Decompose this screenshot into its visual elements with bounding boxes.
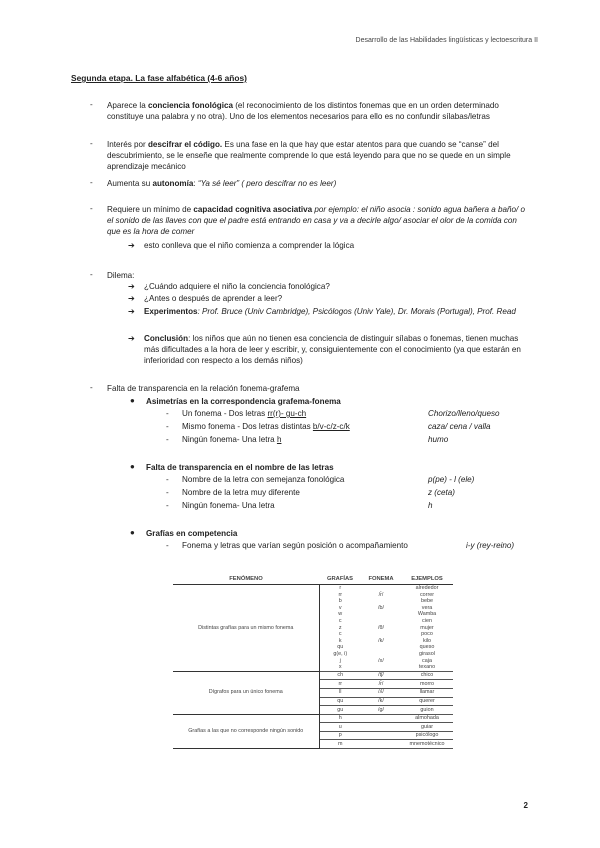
dash-bullet: - (166, 422, 169, 431)
table-cell-grafia: c (338, 631, 342, 638)
dash-bullet: - (90, 100, 93, 109)
table-header-row (173, 575, 453, 585)
arrow-icon: ➔ (128, 334, 135, 343)
table-cell-grafia: p (319, 731, 361, 740)
section-heading-nombre-letras: Falta de transparencia en el nombre de las letras (146, 463, 334, 472)
text: : los niños que aún no tienen esa conciencia de distinguir sílabas o fonemas, tienen muchas más dificultades a la hora de leer y escribir, y, consiguientemente con el conocimiento (ya que estarán en inferioridad con respecto a los demás niños) (144, 334, 521, 365)
table-cell-grafia: ch (319, 671, 361, 680)
table-cell-ejemplo: psicólogo (401, 731, 453, 740)
th-fenomeno: FENÓMENO (173, 575, 319, 585)
table-cell-fonema (361, 651, 401, 658)
example: Chorizo/lleno/queso (428, 409, 500, 418)
table-cell-ejemplo: vera (421, 604, 433, 611)
table-cell-grafia: z (338, 624, 342, 631)
letters: rr(r)- gu-ch (267, 409, 307, 418)
table-cell-fonema: /k/ (361, 697, 401, 706)
table-cell-ejemplo: queso (419, 644, 435, 651)
example: h (428, 501, 433, 510)
table-cell-ejemplo: bebe (421, 598, 433, 605)
table-cell-fonema: /x/ (378, 657, 384, 664)
row-text: Ningún fonema- Una letra (182, 501, 275, 510)
letters: h (276, 435, 282, 444)
table-cell-grafia: qu (319, 697, 361, 706)
example: z (ceta) (428, 488, 455, 497)
table-cell-grafia: ll (319, 688, 361, 697)
table-cell-fonema (361, 598, 401, 605)
row-example (428, 409, 500, 418)
table-cell-grafia: j (339, 657, 341, 664)
example: por ejemplo: el niño asocia : sonido agua bañera a baño/ o el sonido de las llaves con que el padre está entrando en casa y va a decirle algo/ asociar el olor de la comida con que es la hora de comer (107, 205, 525, 236)
text: Requiere un mínimo de (107, 205, 194, 214)
grafias-table (173, 575, 453, 749)
text: Aparece la (107, 101, 148, 110)
table-cell-ejemplo: alrededor (415, 585, 439, 591)
arrow-text: esto conlleva que el niño comienza a comprender la lógica (144, 241, 355, 250)
row-text (182, 409, 306, 418)
table-cell-fonema: /ʎ/ (361, 688, 401, 697)
table-cell-fonema (361, 585, 401, 592)
table-cell-fonema (361, 723, 401, 732)
table-cell-fonema (361, 618, 401, 625)
example: caza/ cena / valla (428, 422, 491, 431)
table-cell-fonema: /θ/ (378, 624, 384, 631)
row-text: Nombre de la letra con semejanza fonológica (182, 475, 345, 484)
table-cell-ejemplo: llamar (401, 688, 453, 697)
table-cell-ejemplo: texano (401, 664, 453, 671)
dilema-experimentos (144, 306, 529, 317)
text: Es una fase en la que hay que estar atentos para que cuando se “canse” del descubrimiento, se le enseñe que realmente comprende lo que está leyendo para que no se quede en un simple aprendizaje mecánico (107, 140, 511, 171)
table-cell-fenomeno: Dígrafos para un único fonema (173, 671, 319, 714)
page-number: 2 (523, 801, 528, 810)
text: : (193, 179, 198, 188)
section-title: Segunda etapa. La fase alfabética (4-6 años) (71, 73, 247, 83)
bullet-icon: ● (130, 528, 135, 537)
table-cell-grafia: w (338, 611, 343, 618)
term: capacidad cognitiva asociativa (193, 205, 313, 214)
dilema-conclusion (144, 333, 529, 366)
table-cell-fonema (361, 731, 401, 740)
table-cell-fenomeno: Grafías a las que no corresponde ningún sonido (173, 714, 319, 748)
quote: “Ya sé leer” ( pero descifrar no es leer) (197, 179, 337, 188)
table-cell-fonema: /r̄/ (361, 680, 401, 689)
table-row (173, 585, 453, 592)
table-cell-grafia: rr (338, 591, 343, 598)
table-cell-grafia: r (339, 585, 342, 591)
term: Experimentos (144, 307, 198, 316)
th-ejemplos: EJEMPLOS (401, 575, 453, 585)
table-row (173, 671, 453, 680)
table-cell-ejemplo: guiar (401, 723, 453, 732)
dash-bullet: - (166, 435, 169, 444)
item-descifrar-codigo (107, 139, 527, 172)
term: autonomía (152, 179, 194, 188)
row-example (428, 488, 455, 497)
text: Mismo fonema - Dos letras distintas (182, 422, 313, 431)
term: conciencia fonológica (147, 101, 233, 110)
dash-bullet: - (90, 270, 93, 279)
table-cell-grafia: m (319, 740, 361, 749)
dash-bullet: - (90, 139, 93, 148)
row-example (428, 435, 448, 444)
text: Interés por (107, 140, 148, 149)
term: descifrar el código. (147, 140, 223, 149)
letters: b/v-c/z-c/k (312, 422, 350, 431)
arrow-icon: ➔ (128, 241, 135, 250)
dash-bullet: - (166, 475, 169, 484)
dash-bullet: - (90, 383, 93, 392)
row-text (182, 422, 350, 431)
table-cell-fonema (361, 740, 401, 749)
dash-bullet: - (166, 541, 169, 550)
dilema-label: Dilema: (107, 271, 135, 280)
item-capacidad-cognitiva (107, 204, 527, 237)
table-cell-ejemplo: cien (422, 617, 432, 624)
term: Conclusión (144, 334, 189, 343)
table-cell-ejemplo: guion (401, 706, 453, 715)
table-cell-fonema (361, 631, 401, 638)
table-cell-ejemplo: almohada (401, 714, 453, 723)
table-cell-fenomeno: Distintas grafías para un mismo fonema (173, 585, 319, 672)
section-heading-grafias: Grafías en competencia (146, 529, 238, 538)
row-example (428, 475, 474, 484)
text: (el reconocimiento de los distintos fonemas que en un orden determinado constituye una palabra y no otra). Uno de los elementos necesarios para ello es no confundir sílabas/letras (107, 101, 499, 121)
text: Un fonema - Dos letras (182, 409, 268, 418)
table-cell-ejemplo: mujer (420, 624, 434, 631)
table-cell-ejemplo: chico (401, 671, 453, 680)
dilema-question-2: ¿Antes o después de aprender a leer? (144, 294, 283, 303)
table-cell-ejemplo: girasol (419, 650, 435, 657)
dash-bullet: - (166, 409, 169, 418)
table-cell-ejemplo: Wamba (417, 611, 437, 618)
row-example (466, 541, 514, 550)
text: : Prof. Bruce (Univ Cambridge), Psicólogos (Univ Yale), Dr. Morais (Portugal), Prof. Read (197, 307, 516, 316)
table-cell-grafia: g(e, i) (333, 650, 348, 657)
table-cell-grafia: v (338, 604, 342, 611)
table-cell-fonema: /b/ (378, 604, 384, 611)
dash-bullet: - (166, 501, 169, 510)
table-row (173, 714, 453, 723)
table-cell-grafia: u (319, 723, 361, 732)
table-cell-ejemplo: caja (422, 657, 432, 664)
table-cell-fonema (361, 611, 401, 618)
row-example (428, 422, 491, 431)
item-conciencia-fonologica (107, 100, 527, 122)
table-cell-grafia: rr (319, 680, 361, 689)
arrow-icon: ➔ (128, 307, 135, 316)
arrow-icon: ➔ (128, 282, 135, 291)
table-cell-grafia: k (338, 637, 342, 644)
table-cell-fonema (361, 714, 401, 723)
table-cell-fonema (361, 664, 401, 671)
example: i-y (rey-reino) (466, 541, 515, 550)
table-cell-grafia: h (319, 714, 361, 723)
dash-bullet: - (90, 178, 93, 187)
row-text: Nombre de la letra muy diferente (182, 488, 300, 497)
th-grafias: GRAFÍAS (319, 575, 361, 585)
row-text (182, 435, 281, 444)
row-example (428, 501, 433, 510)
dash-bullet: - (166, 488, 169, 497)
table-cell-ejemplo: morro (401, 680, 453, 689)
table-cell-fonema (361, 644, 401, 651)
table-cell-ejemplo: kilo (422, 637, 432, 644)
row-text: Fonema y letras que varían según posición o acompañamiento (182, 541, 408, 550)
dilema-question-1: ¿Cuándo adquiere el niño la conciencia fonológica? (144, 282, 330, 291)
table-cell-ejemplo: mnemotécnico (401, 740, 453, 749)
text: Aumenta su (107, 179, 153, 188)
table-cell-grafia: b (338, 598, 342, 605)
example: p(pe) - l (ele) (428, 475, 475, 484)
table-cell-ejemplo: poco (421, 631, 433, 638)
text: Ningún fonema- Una letra (182, 435, 277, 444)
table-cell-ejemplo: querer (401, 697, 453, 706)
table-cell-fonema: /g/ (361, 706, 401, 715)
bullet-icon: ● (130, 462, 135, 471)
bullet-icon: ● (130, 396, 135, 405)
table-cell-ejemplo: correr (419, 591, 435, 598)
example: humo (428, 435, 449, 444)
item-falta-transparencia: Falta de transparencia en la relación fonema-grafema (107, 384, 300, 393)
table-cell-fonema: /r̄/ (378, 591, 384, 598)
table-cell-grafia: c (338, 617, 342, 624)
item-autonomia (107, 178, 527, 189)
table-cell-grafia: qu (337, 644, 344, 651)
table-cell-fonema: /tʃ/ (361, 671, 401, 680)
table-cell-fonema: /k/ (378, 637, 384, 644)
table-cell-grafia: x (319, 664, 361, 671)
table-cell-grafia: gu (319, 706, 361, 715)
dash-bullet: - (90, 204, 93, 213)
running-header: Desarrollo de las Habilidades lingüísticas y lectoescritura II (355, 37, 538, 44)
arrow-icon: ➔ (128, 294, 135, 303)
section-heading-asimetrias: Asimetrías en la correspondencia grafema-fonema (146, 397, 341, 406)
th-fonema: FONEMA (361, 575, 401, 585)
